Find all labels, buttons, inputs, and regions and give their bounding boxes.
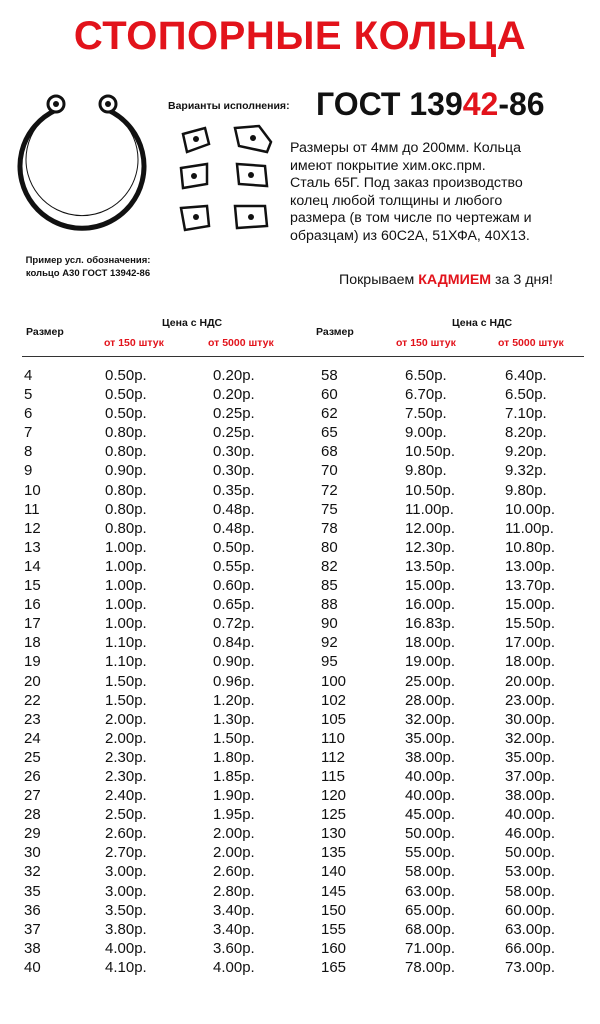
description-line: образцам) из 60С2А, 51ХФА, 40Х13.	[290, 227, 530, 244]
table-row	[0, 843, 600, 862]
header-from150-left: от 150 штук	[104, 337, 164, 349]
cell-price5000-left: 2.60р.	[213, 863, 255, 881]
table-row	[0, 385, 600, 404]
table-row	[0, 557, 600, 576]
cell-size-left: 38	[24, 939, 41, 957]
cell-price150-right: 9.00р.	[405, 424, 447, 442]
cell-price5000-left: 1.20р.	[213, 691, 255, 709]
cell-price150-left: 0.80р.	[105, 443, 147, 461]
cell-price5000-left: 0.20р.	[213, 367, 255, 384]
table-row	[0, 920, 600, 939]
cell-price5000-left: 0.25р.	[213, 405, 255, 423]
page-title: СТОПОРНЫЕ КОЛЬЦА	[73, 14, 527, 58]
cell-price150-left: 1.10р.	[105, 653, 147, 671]
cell-price5000-right: 35.00р.	[505, 748, 556, 766]
cell-price5000-right: 20.00р.	[505, 672, 556, 690]
table-row	[0, 710, 600, 729]
cell-size-left: 19	[24, 653, 41, 671]
cell-size-left: 5	[24, 386, 33, 404]
cadmium-suffix: за 3 дня!	[491, 272, 553, 288]
table-row	[0, 423, 600, 442]
cell-price5000-right: 58.00р.	[505, 882, 556, 900]
cell-size-right: 60	[321, 386, 338, 404]
cell-size-right: 62	[321, 405, 338, 423]
cell-price5000-left: 0.30р.	[213, 462, 255, 480]
cell-size-left: 26	[24, 767, 41, 785]
cell-price150-left: 1.00р.	[105, 577, 147, 595]
cell-price5000-left: 1.85р.	[213, 767, 255, 785]
cell-size-right: 95	[321, 653, 338, 671]
cell-price150-left: 2.30р.	[105, 767, 147, 785]
gost-highlight: 42	[462, 86, 499, 122]
cell-size-left: 22	[24, 691, 41, 709]
cell-size-right: 102	[321, 691, 347, 709]
cell-price150-left: 0.90р.	[105, 462, 147, 480]
cell-size-left: 25	[24, 748, 41, 766]
description-line: колец любой толщины и любого	[290, 192, 503, 209]
table-row	[0, 519, 600, 538]
cell-price5000-right: 50.00р.	[505, 844, 556, 862]
cell-size-right: 140	[321, 863, 347, 881]
cell-size-left: 14	[24, 557, 41, 575]
cell-price150-left: 3.00р.	[105, 863, 147, 881]
cell-price5000-right: 13.70р.	[505, 577, 556, 595]
cell-size-left: 28	[24, 806, 41, 824]
cell-price5000-right: 10.00р.	[505, 500, 556, 518]
cell-price5000-left: 0.72р.	[213, 615, 255, 633]
cell-price5000-right: 38.00р.	[505, 787, 556, 805]
cell-price150-left: 1.00р.	[105, 538, 147, 556]
cell-size-left: 15	[24, 577, 41, 595]
cell-price5000-right: 66.00р.	[505, 939, 556, 957]
cell-price5000-right: 6.40р.	[505, 367, 547, 384]
table-row	[0, 786, 600, 805]
table-row	[0, 882, 600, 901]
cell-price150-left: 2.30р.	[105, 748, 147, 766]
description	[290, 140, 590, 246]
cell-size-left: 35	[24, 882, 41, 900]
cell-size-right: 72	[321, 481, 338, 499]
cell-size-right: 120	[321, 787, 347, 805]
cell-price150-right: 71.00р.	[405, 939, 456, 957]
description-line: размера (в том числе по чертежам и	[290, 210, 532, 227]
header-from5000-right: от 5000 штук	[498, 337, 564, 349]
table-row	[0, 500, 600, 519]
table-row	[0, 862, 600, 881]
cell-price5000-left: 3.40р.	[213, 920, 255, 938]
cell-price150-left: 2.60р.	[105, 825, 147, 843]
header-size-right: Размер	[316, 326, 354, 338]
table-row	[0, 461, 600, 480]
cell-size-left: 36	[24, 901, 41, 919]
cell-price150-left: 2.70р.	[105, 844, 147, 862]
cell-price5000-left: 3.40р.	[213, 901, 255, 919]
table-row	[0, 767, 600, 786]
cell-price5000-right: 23.00р.	[505, 691, 556, 709]
designation-example	[6, 254, 170, 280]
cell-price150-left: 4.10р.	[105, 958, 147, 976]
cadmium-highlight: КАДМИЕМ	[418, 272, 492, 288]
cell-price150-right: 58.00р.	[405, 863, 456, 881]
cell-size-left: 23	[24, 710, 41, 728]
cell-size-right: 80	[321, 538, 338, 556]
cell-size-right: 112	[321, 748, 345, 766]
cell-price5000-left: 2.80р.	[213, 882, 255, 900]
cell-price5000-right: 9.20р.	[505, 443, 547, 461]
cell-price150-right: 13.50р.	[405, 557, 456, 575]
cell-price5000-left: 0.60р.	[213, 577, 255, 595]
cell-price150-right: 32.00р.	[405, 710, 456, 728]
gost-number	[316, 86, 545, 123]
cell-price150-left: 0.50р.	[105, 386, 147, 404]
cell-size-right: 58	[321, 367, 338, 384]
table-row	[0, 901, 600, 920]
cell-size-right: 75	[321, 500, 338, 518]
table-row	[0, 691, 600, 710]
cell-price150-right: 12.30р.	[405, 538, 456, 556]
cell-size-right: 130	[321, 825, 347, 843]
example-line-2: кольцо А30 ГОСТ 13942-86	[25, 268, 151, 279]
cell-size-right: 88	[321, 596, 338, 614]
cell-price150-right: 28.00р.	[405, 691, 456, 709]
cell-price5000-left: 1.50р.	[213, 729, 255, 747]
cell-price150-right: 40.00р.	[405, 767, 456, 785]
price-table	[0, 366, 600, 977]
cell-price5000-left: 4.00р.	[213, 958, 255, 976]
cell-price5000-left: 1.30р.	[213, 710, 255, 728]
table-row	[0, 595, 600, 614]
cell-price150-right: 9.80р.	[405, 462, 447, 480]
cell-size-right: 78	[321, 519, 338, 537]
cell-size-right: 105	[321, 710, 347, 728]
cell-price5000-right: 11.00р.	[505, 519, 554, 537]
cell-size-right: 68	[321, 443, 338, 461]
cell-price5000-left: 0.65р.	[213, 596, 255, 614]
cell-price150-left: 2.50р.	[105, 806, 147, 824]
cell-price150-right: 7.50р.	[405, 405, 447, 423]
cell-price150-left: 2.00р.	[105, 729, 147, 747]
cell-size-right: 82	[321, 557, 338, 575]
cell-price5000-left: 1.80р.	[213, 748, 255, 766]
cell-price150-right: 40.00р.	[405, 787, 456, 805]
cell-price5000-right: 8.20р.	[505, 424, 547, 442]
table-row	[0, 442, 600, 461]
cell-size-right: 145	[321, 882, 347, 900]
description-line: Сталь 65Г. Под заказ производство	[290, 175, 523, 192]
cell-price5000-left: 0.25р.	[213, 424, 255, 442]
cell-price5000-right: 32.00р.	[505, 729, 556, 747]
cell-price150-right: 15.00р.	[405, 577, 456, 595]
cell-price150-left: 0.50р.	[105, 367, 147, 384]
header-price-left: Цена с НДС	[162, 317, 223, 329]
cell-price5000-right: 6.50р.	[505, 386, 547, 404]
cell-price5000-right: 18.00р.	[505, 653, 556, 671]
cell-size-right: 70	[321, 462, 338, 480]
cell-price150-left: 1.00р.	[105, 557, 147, 575]
cell-size-left: 6	[24, 405, 33, 423]
cell-price150-right: 16.83р.	[405, 615, 456, 633]
cell-size-left: 16	[24, 596, 41, 614]
cell-price150-right: 6.50р.	[405, 367, 447, 384]
cell-price5000-left: 3.60р.	[213, 939, 255, 957]
table-row	[0, 366, 600, 385]
cell-price150-right: 16.00р.	[405, 596, 456, 614]
cell-size-left: 7	[24, 424, 33, 442]
cell-size-left: 8	[24, 443, 33, 461]
cell-size-left: 11	[24, 500, 40, 518]
cell-size-left: 37	[24, 920, 41, 938]
table-row	[0, 633, 600, 652]
table-row	[0, 481, 600, 500]
cell-price5000-right: 30.00р.	[505, 710, 556, 728]
cell-price5000-right: 15.00р.	[505, 596, 556, 614]
table-row	[0, 805, 600, 824]
ring-variants-icon	[175, 122, 280, 240]
cell-size-left: 29	[24, 825, 41, 843]
cell-price5000-left: 0.48р.	[213, 519, 255, 537]
example-line-1: Пример усл. обозначения:	[25, 255, 151, 266]
cell-size-left: 24	[24, 729, 41, 747]
cell-price5000-left: 0.55р.	[213, 557, 255, 575]
cell-price150-right: 78.00р.	[405, 958, 456, 976]
header-from150-right: от 150 штук	[396, 337, 456, 349]
cell-price5000-left: 1.95р.	[213, 806, 255, 824]
table-row	[0, 576, 600, 595]
cell-price5000-right: 13.00р.	[505, 557, 556, 575]
cell-price150-right: 19.00р.	[405, 653, 456, 671]
cell-size-left: 27	[24, 787, 41, 805]
header-size-left: Размер	[26, 326, 64, 338]
cell-price5000-right: 17.00р.	[505, 634, 556, 652]
cell-price150-right: 68.00р.	[405, 920, 456, 938]
cell-size-right: 65	[321, 424, 338, 442]
cell-price150-right: 6.70р.	[405, 386, 447, 404]
header-price-right: Цена с НДС	[452, 317, 513, 329]
table-row	[0, 404, 600, 423]
cell-price150-left: 1.00р.	[105, 596, 147, 614]
cell-size-left: 4	[24, 367, 33, 384]
cell-size-right: 90	[321, 615, 338, 633]
cell-size-left: 40	[24, 958, 41, 976]
cell-price5000-right: 73.00р.	[505, 958, 556, 976]
cell-price150-right: 65.00р.	[405, 901, 456, 919]
cell-price150-left: 0.80р.	[105, 519, 147, 537]
cell-price150-left: 1.50р.	[105, 672, 147, 690]
cell-price150-right: 50.00р.	[405, 825, 456, 843]
cell-price150-right: 12.00р.	[405, 519, 456, 537]
cell-price5000-right: 7.10р.	[505, 405, 547, 423]
cell-price150-right: 25.00р.	[405, 672, 456, 690]
gost-prefix: ГОСТ 139	[316, 86, 463, 122]
cell-price5000-left: 1.90р.	[213, 787, 255, 805]
cell-size-left: 17	[24, 615, 41, 633]
cell-size-left: 18	[24, 634, 41, 652]
variants-label: Варианты исполнения:	[168, 100, 290, 112]
cell-price5000-left: 0.48р.	[213, 500, 255, 518]
cell-price150-right: 10.50р.	[405, 443, 456, 461]
cell-size-left: 12	[24, 519, 41, 537]
cell-size-right: 92	[321, 634, 338, 652]
cell-price150-left: 3.80р.	[105, 920, 147, 938]
cell-price5000-right: 9.32р.	[505, 462, 547, 480]
table-row	[0, 748, 600, 767]
cell-price150-left: 3.50р.	[105, 901, 147, 919]
cell-size-right: 135	[321, 844, 347, 862]
cell-price150-left: 1.00р.	[105, 615, 147, 633]
cell-size-left: 32	[24, 863, 41, 881]
table-row	[0, 652, 600, 671]
cell-price5000-right: 10.80р.	[505, 538, 556, 556]
cell-price150-right: 35.00р.	[405, 729, 456, 747]
cell-size-left: 10	[24, 481, 41, 499]
cell-price150-right: 38.00р.	[405, 748, 456, 766]
description-line: имеют покрытие хим.окс.прм.	[290, 157, 486, 174]
cadmium-prefix: Покрываем	[339, 272, 419, 288]
cell-price5000-right: 53.00р.	[505, 863, 556, 881]
cell-size-left: 30	[24, 844, 41, 862]
table-row	[0, 538, 600, 557]
cell-price150-left: 4.00р.	[105, 939, 147, 957]
cell-price5000-right: 63.00р.	[505, 920, 556, 938]
cell-price5000-left: 2.00р.	[213, 844, 255, 862]
cell-price5000-right: 37.00р.	[505, 767, 556, 785]
cell-price150-left: 2.00р.	[105, 710, 147, 728]
cell-price150-left: 3.00р.	[105, 882, 147, 900]
cell-price5000-left: 0.96р.	[213, 672, 255, 690]
cell-price150-left: 2.40р.	[105, 787, 147, 805]
cell-price5000-left: 0.50р.	[213, 538, 255, 556]
gost-suffix: -86	[498, 86, 545, 122]
table-row	[0, 729, 600, 748]
cell-price5000-left: 2.00р.	[213, 825, 255, 843]
cell-price150-right: 63.00р.	[405, 882, 456, 900]
cell-size-left: 13	[24, 538, 41, 556]
cell-price5000-right: 46.00р.	[505, 825, 556, 843]
cell-price150-left: 1.10р.	[105, 634, 147, 652]
cell-price150-right: 11.00р.	[405, 500, 454, 518]
cell-size-right: 100	[321, 672, 347, 690]
cell-price150-right: 45.00р.	[405, 806, 456, 824]
cell-price150-left: 0.50р.	[105, 405, 147, 423]
cell-price5000-right: 40.00р.	[505, 806, 556, 824]
cell-size-right: 150	[321, 901, 347, 919]
cell-price5000-left: 0.84р.	[213, 634, 255, 652]
table-divider	[22, 356, 584, 357]
cell-size-right: 125	[321, 806, 347, 824]
cell-size-right: 85	[321, 577, 338, 595]
cell-size-right: 165	[321, 958, 347, 976]
cell-price150-right: 55.00р.	[405, 844, 456, 862]
table-row	[0, 614, 600, 633]
retaining-ring-icon	[8, 92, 148, 242]
cell-price5000-left: 0.30р.	[213, 443, 255, 461]
cell-price150-left: 0.80р.	[105, 481, 147, 499]
cell-size-left: 20	[24, 672, 41, 690]
cell-size-right: 155	[321, 920, 347, 938]
cell-price150-right: 10.50р.	[405, 481, 456, 499]
cell-size-left: 9	[24, 462, 33, 480]
cell-price5000-right: 60.00р.	[505, 901, 556, 919]
cell-price150-left: 1.50р.	[105, 691, 147, 709]
table-row	[0, 824, 600, 843]
cell-price5000-right: 15.50р.	[505, 615, 556, 633]
table-row	[0, 672, 600, 691]
cell-price5000-left: 0.35р.	[213, 481, 255, 499]
cell-size-right: 160	[321, 939, 347, 957]
cell-price5000-left: 0.20р.	[213, 386, 255, 404]
header-from5000-left: от 5000 штук	[208, 337, 274, 349]
table-row	[0, 939, 600, 958]
description-line: Размеры от 4мм до 200мм. Кольца	[290, 140, 521, 156]
cell-size-right: 115	[321, 767, 345, 785]
cell-price5000-right: 9.80р.	[505, 481, 547, 499]
cell-price150-left: 0.80р.	[105, 500, 147, 518]
cadmium-note	[296, 272, 596, 288]
cell-size-right: 110	[321, 729, 345, 747]
cell-price150-right: 18.00р.	[405, 634, 456, 652]
table-row	[0, 958, 600, 977]
cell-price5000-left: 0.90р.	[213, 653, 255, 671]
cell-price150-left: 0.80р.	[105, 424, 147, 442]
